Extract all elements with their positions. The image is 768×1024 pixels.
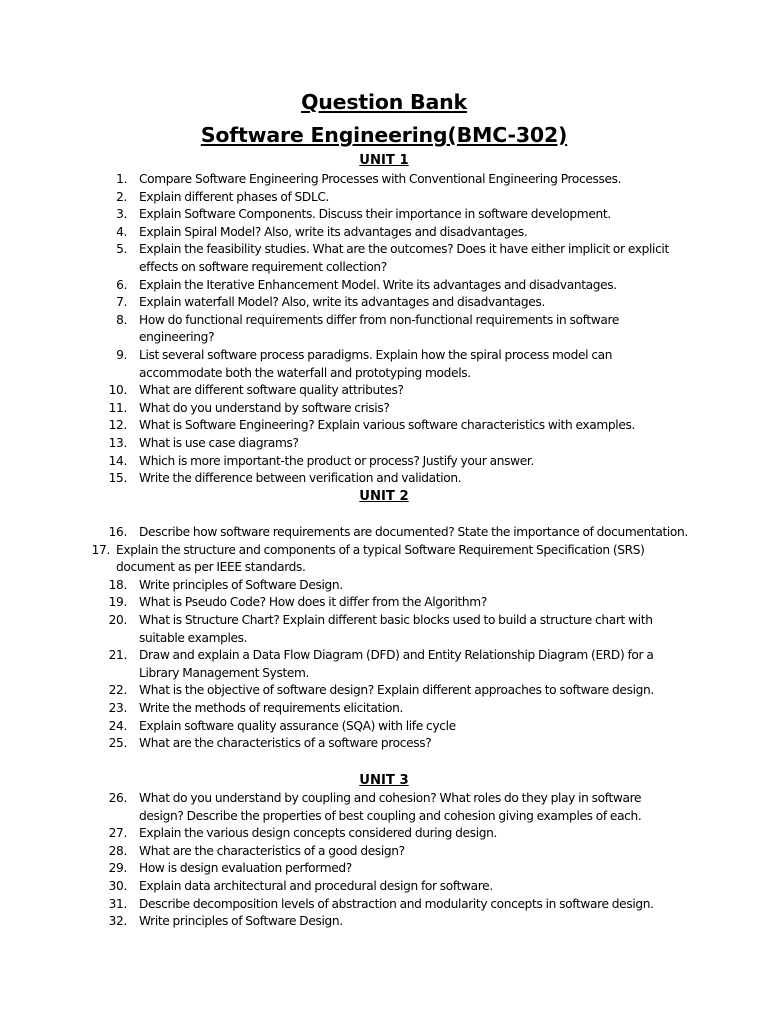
question-number: 32. — [108, 914, 127, 929]
unit-2-heading: UNIT 2 — [359, 489, 409, 504]
question-text: Compare Software Engineering Processes with Conventional Engineering Processes. — [139, 172, 622, 186]
question-number: 10. — [108, 383, 127, 398]
question-text: What is Structure Chart? Explain different basic blocks used to build a structure chart with suitable examples. — [139, 612, 653, 645]
question-number: 3. — [116, 207, 127, 222]
question-item — [0, 382, 768, 400]
question-item — [0, 224, 768, 242]
question-text: Explain different phases of SDLC. — [139, 189, 330, 204]
question-text: What are the characteristics of a software process? — [139, 736, 432, 751]
question-item — [0, 825, 768, 843]
question-number: 31. — [108, 896, 127, 911]
question-item — [0, 206, 768, 224]
question-text: Describe how software requirements are documented? State the importance of documentation. — [139, 525, 688, 539]
question-number: 1. — [116, 172, 127, 186]
unit-2-question-list — [0, 524, 768, 753]
question-item — [0, 241, 768, 276]
question-number: 5. — [116, 242, 127, 257]
question-item — [0, 878, 768, 896]
question-item — [0, 470, 768, 488]
question-item — [0, 594, 768, 612]
question-number: 7. — [116, 295, 127, 310]
question-number: 12. — [108, 418, 127, 433]
question-item — [0, 896, 768, 914]
unit-1-heading: UNIT 1 — [359, 153, 409, 168]
question-text: What are different software quality attributes? — [139, 383, 404, 398]
unit-1-question-list — [0, 171, 768, 488]
question-item — [0, 913, 768, 931]
question-number: 14. — [108, 453, 127, 468]
question-item — [0, 790, 768, 825]
question-item — [0, 171, 768, 189]
question-text: What is the objective of software design? Explain different approaches to software design. — [139, 683, 654, 698]
question-item — [0, 524, 768, 542]
question-number: 21. — [108, 648, 127, 663]
question-item — [0, 718, 768, 736]
question-number: 27. — [108, 826, 127, 841]
question-item — [0, 542, 768, 577]
question-number: 30. — [108, 878, 127, 893]
question-number: 23. — [108, 700, 127, 715]
question-number: 20. — [108, 612, 127, 627]
question-item — [0, 843, 768, 861]
question-number: 9. — [116, 347, 127, 362]
question-item — [0, 400, 768, 418]
question-text: What is Software Engineering? Explain various software characteristics with examples. — [139, 418, 636, 433]
question-item — [0, 453, 768, 471]
question-item — [0, 682, 768, 700]
question-item — [0, 435, 768, 453]
question-text: Explain Software Components. Discuss their importance in software development. — [139, 207, 611, 222]
question-item — [0, 277, 768, 295]
question-item — [0, 294, 768, 312]
question-text: What do you understand by coupling and cohesion? What roles do they play in software design? Describe the properties of best coupling and cohesion giving examples of each. — [139, 791, 642, 823]
question-text: How is design evaluation performed? — [139, 861, 352, 876]
question-item — [0, 860, 768, 878]
question-number: 18. — [108, 577, 127, 592]
question-number: 22. — [108, 683, 127, 698]
unit-3-heading: UNIT 3 — [359, 773, 409, 788]
question-text: What do you understand by software crisis? — [139, 400, 390, 415]
question-number: 11. — [108, 400, 127, 415]
question-text: Explain the Iterative Enhancement Model. Write its advantages and disadvantages. — [139, 277, 617, 292]
question-number: 2. — [116, 189, 127, 204]
unit-3-question-list — [0, 790, 768, 931]
question-number: 19. — [108, 595, 127, 610]
question-text: Write principles of Software Design. — [139, 914, 343, 929]
question-text: Write the methods of requirements elicitation. — [139, 700, 403, 715]
document-title: Question Bank — [301, 90, 467, 114]
question-text: How do functional requirements differ from non-functional requirements in software engineering? — [139, 312, 620, 345]
question-text: Explain Spiral Model? Also, write its advantages and disadvantages. — [139, 224, 528, 239]
question-item — [0, 347, 768, 382]
question-text: Explain waterfall Model? Also, write its advantages and disadvantages. — [139, 295, 545, 310]
question-number: 25. — [108, 736, 127, 751]
question-text: What is Pseudo Code? How does it differ from the Algorithm? — [139, 595, 487, 610]
question-text: List several software process paradigms. Explain how the spiral process model can accommodate both the waterfall and prototyping models. — [139, 347, 613, 380]
question-number: 29. — [108, 861, 127, 876]
question-text: Describe decomposition levels of abstraction and modularity concepts in software design. — [139, 896, 654, 911]
question-text: Explain the structure and components of a typical Software Requirement Specification (SRS) document as per IEEE standards. — [116, 542, 645, 575]
question-text: Explain data architectural and procedural design for software. — [139, 878, 493, 893]
question-text: Explain software quality assurance (SQA) with life cycle — [139, 718, 456, 733]
question-number: 13. — [108, 435, 127, 450]
question-number: 8. — [116, 312, 127, 327]
question-number: 15. — [108, 471, 127, 486]
question-text: Write principles of Software Design. — [139, 577, 343, 592]
question-text: Explain the feasibility studies. What are the outcomes? Does it have either implicit or explicit effects on software requirement collection? — [139, 242, 669, 274]
question-item — [0, 735, 768, 753]
question-item — [0, 312, 768, 347]
question-number: 24. — [108, 718, 127, 733]
question-item — [0, 189, 768, 207]
question-number: 26. — [108, 791, 127, 805]
question-number: 28. — [108, 843, 127, 858]
question-item — [0, 700, 768, 718]
question-number: 16. — [108, 525, 127, 539]
question-text: Which is more important-the product or process? Justify your answer. — [139, 453, 534, 468]
question-item — [0, 417, 768, 435]
question-text: Draw and explain a Data Flow Diagram (DFD) and Entity Relationship Diagram (ERD) for a Library Management System. — [139, 648, 654, 680]
question-item — [0, 577, 768, 595]
question-text: What are the characteristics of a good design? — [139, 843, 405, 858]
question-number: 4. — [116, 224, 127, 239]
document-subtitle: Software Engineering(BMC-302) — [200, 123, 568, 147]
question-number: 6. — [116, 277, 127, 292]
question-item — [0, 612, 768, 647]
question-text: Explain the various design concepts considered during design. — [139, 826, 498, 841]
question-text: Write the difference between verification and validation. — [139, 471, 462, 486]
question-number: 17. — [91, 542, 110, 557]
question-item — [0, 647, 768, 682]
question-text: What is use case diagrams? — [139, 435, 299, 450]
